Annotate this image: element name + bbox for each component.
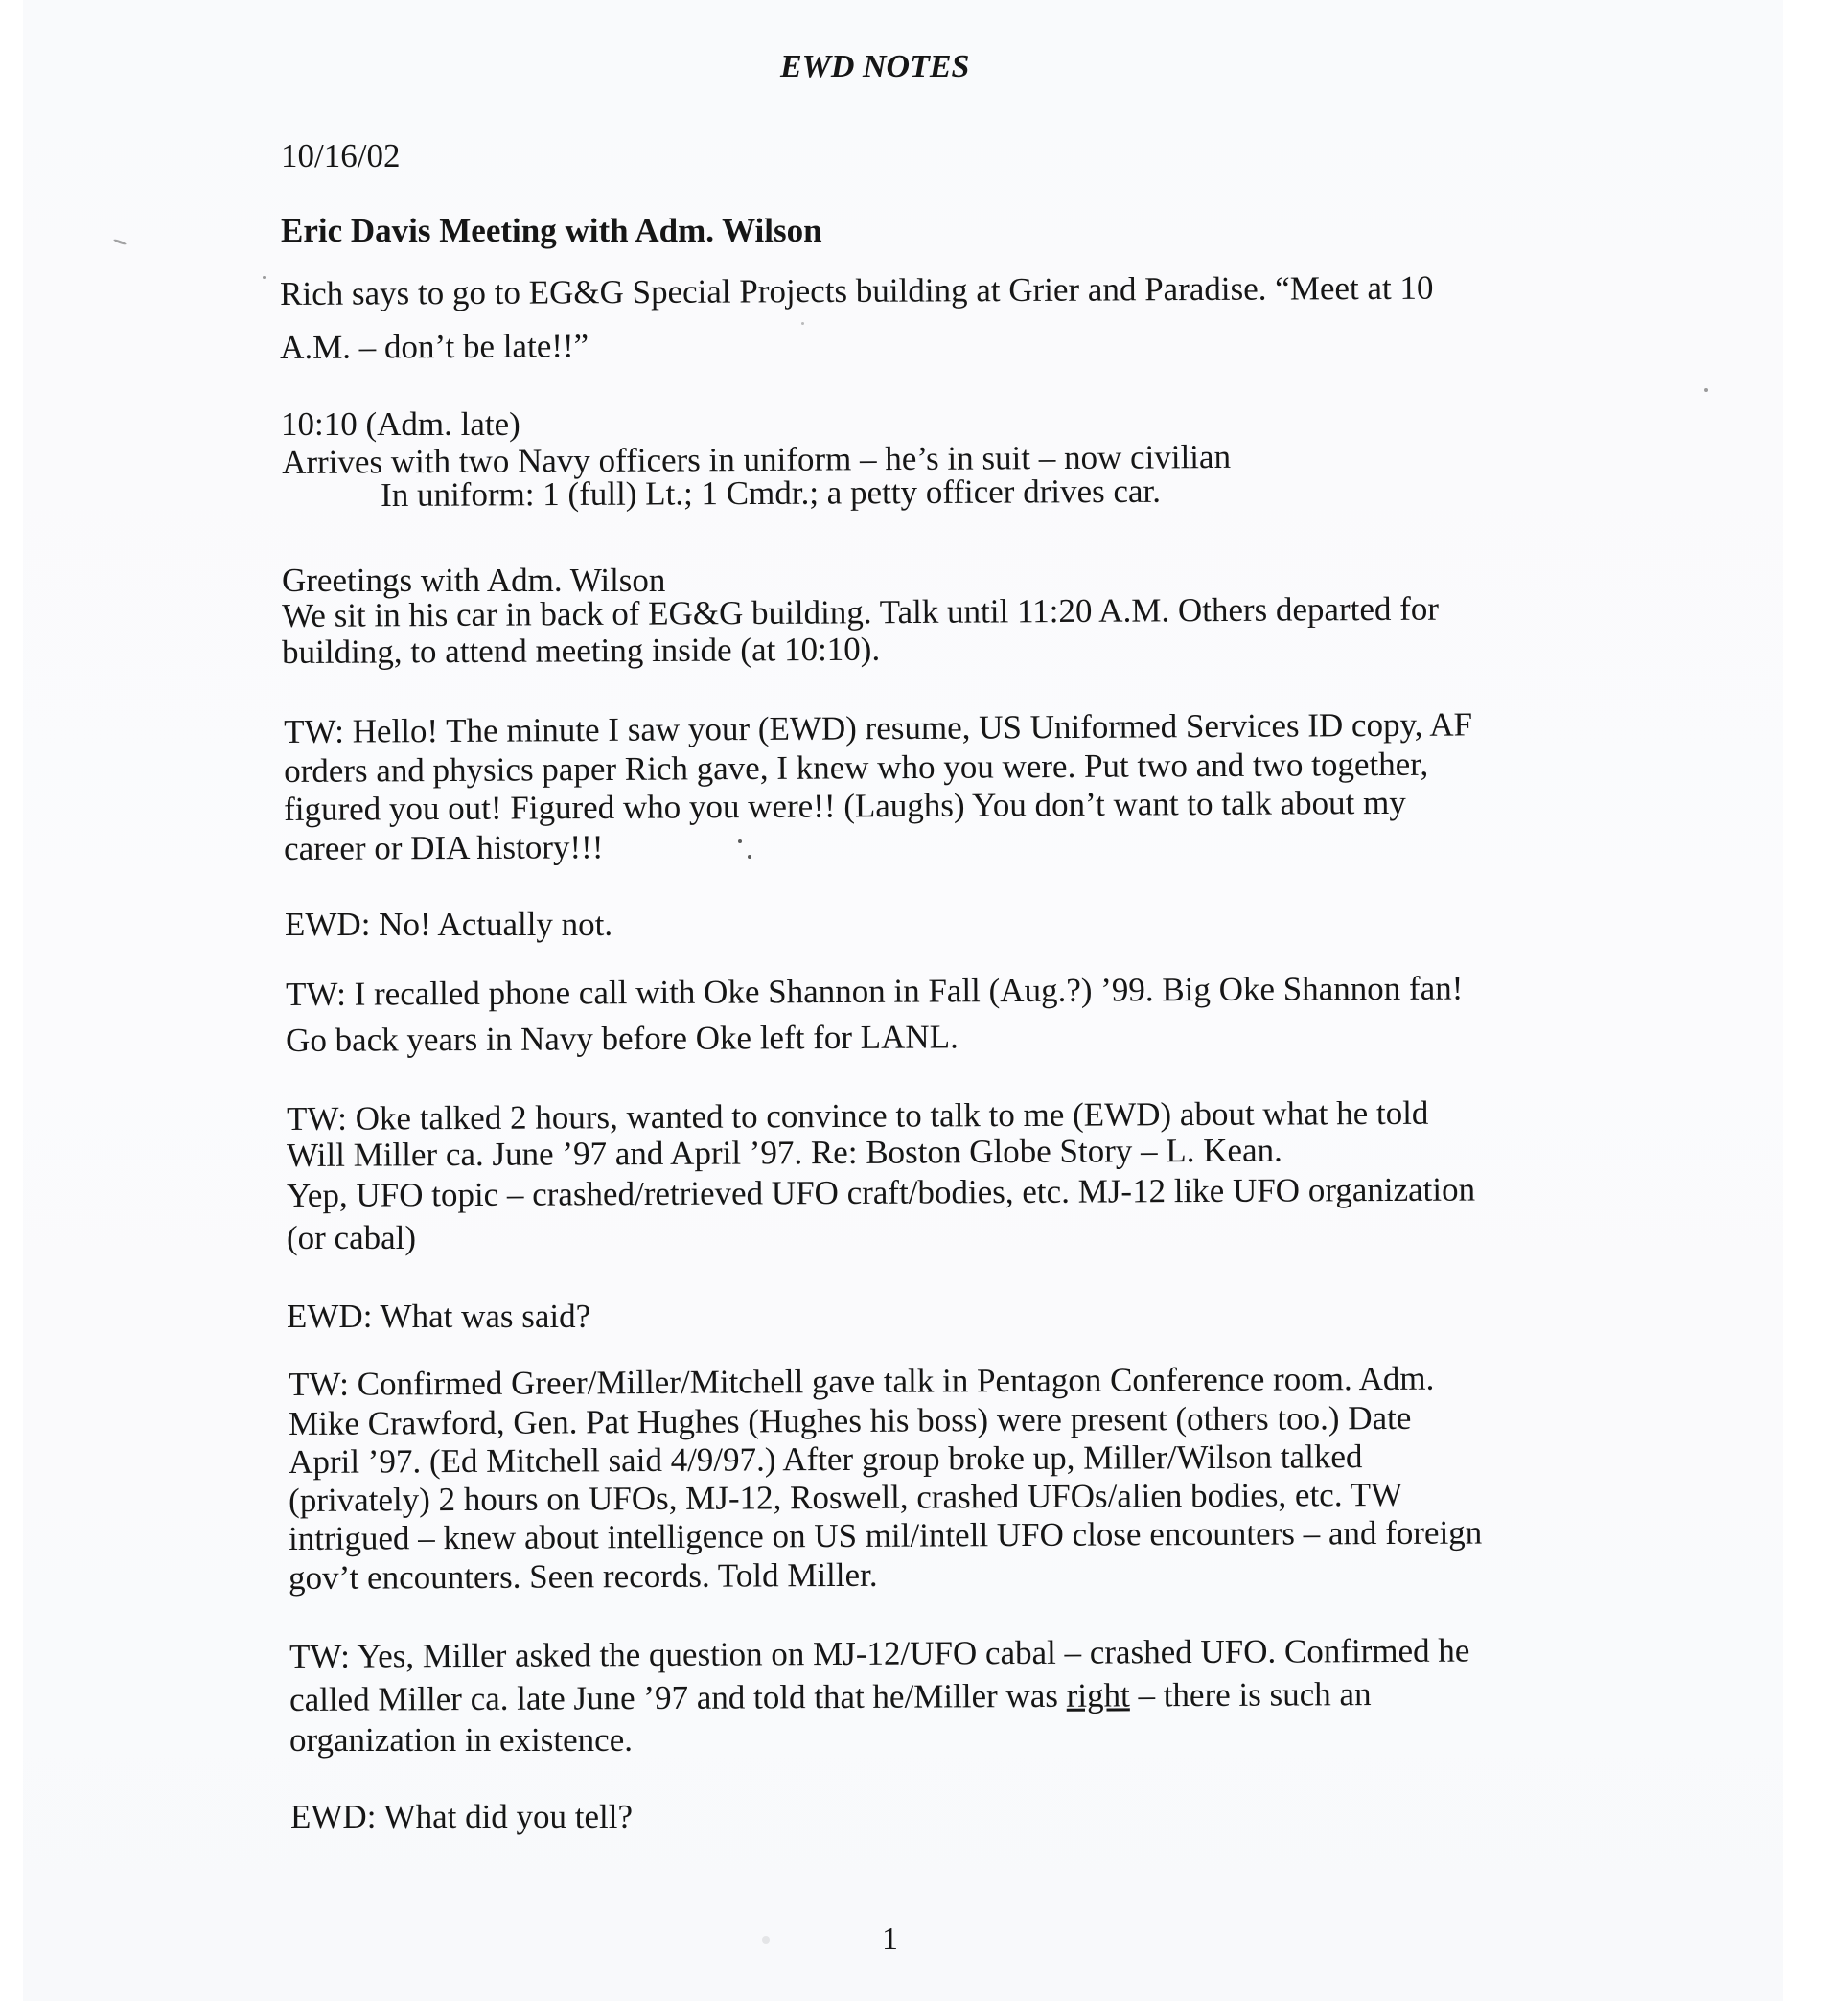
body-line: gov’t encounters. Seen records. Told Miller.	[289, 1555, 878, 1597]
body-line-indented: In uniform: 1 (full) Lt.; 1 Cmdr.; a petty officer drives car.	[381, 472, 1162, 514]
body-line: TW: I recalled phone call with Oke Shannon in Fall (Aug.?) ’99. Big Oke Shannon fan!	[286, 969, 1464, 1013]
body-line: EWD: What was said?	[287, 1298, 591, 1335]
body-line: We sit in his car in back of EG&G building. Talk until 11:20 A.M. Others departed for	[282, 589, 1440, 634]
scan-speck	[762, 1936, 770, 1944]
body-line: Mike Crawford, Gen. Pat Hughes (Hughes his boss) were present (others too.) Date	[289, 1398, 1412, 1442]
line-text-before: called Miller ca. late June ’97 and told that he/Miller was	[289, 1676, 1067, 1718]
body-line: EWD: What did you tell?	[290, 1798, 634, 1835]
body-line: organization in existence.	[289, 1721, 633, 1759]
body-line: TW: Hello! The minute I saw your (EWD) resume, US Uniformed Services ID copy, AF	[284, 705, 1473, 750]
body-line: (or cabal)	[287, 1219, 417, 1256]
scan-speck	[263, 276, 266, 279]
body-line: EWD: No! Actually not.	[285, 906, 613, 943]
body-line: Arrives with two Navy officers in uniform – he’s in suit – now civilian	[282, 437, 1232, 481]
body-line: Yep, UFO topic – crashed/retrieved UFO craft/bodies, etc. MJ-12 like UFO organization	[287, 1170, 1476, 1214]
scan-speck	[1704, 388, 1708, 392]
body-line: Rich says to go to EG&G Special Projects building at Grier and Paradise. “Meet at 10	[280, 268, 1434, 312]
body-line: Will Miller ca. June ’97 and April ’97. Re: Boston Globe Story – L. Kean.	[287, 1131, 1282, 1174]
scan-speck	[738, 840, 742, 843]
body-line: April ’97. (Ed Mitchell said 4/9/97.) After group broke up, Miller/Wilson talked	[289, 1438, 1363, 1481]
body-line: orders and physics paper Rich gave, I knew who you were. Put two and two together,	[284, 745, 1429, 790]
body-line: TW: Oke talked 2 hours, wanted to convince to talk to me (EWD) about what he told	[287, 1093, 1429, 1138]
scan-speck	[801, 322, 804, 325]
body-line: 10:10 (Adm. late)	[281, 405, 520, 443]
body-line: career or DIA history!!!	[284, 828, 604, 867]
underlined-word: right	[1066, 1676, 1130, 1714]
scan-speck	[748, 855, 751, 859]
line-text-after: – there is such an	[1129, 1675, 1372, 1714]
body-line: Go back years in Navy before Oke left for LANL.	[286, 1018, 959, 1059]
body-line-with-underline	[289, 1675, 1372, 1719]
body-line: TW: Yes, Miller asked the question on MJ-12/UFO cabal – crashed UFO. Confirmed he	[289, 1631, 1470, 1675]
document-heading: Eric Davis Meeting with Adm. Wilson	[281, 212, 822, 249]
document-title: EWD NOTES	[780, 49, 970, 84]
body-line: (privately) 2 hours on UFOs, MJ-12, Roswell, crashed UFOs/alien bodies, etc. TW	[289, 1475, 1403, 1519]
body-line: figured you out! Figured who you were!! (Laughs) You don’t want to talk about my	[284, 783, 1406, 828]
document-date: 10/16/02	[281, 137, 401, 174]
body-line: building, to attend meeting inside (at 10:10).	[282, 630, 881, 671]
body-line: intrigued – knew about intelligence on US mil/intell UFO close encounters – and foreign	[289, 1513, 1483, 1557]
body-line: TW: Confirmed Greer/Miller/Mitchell gave talk in Pentagon Conference room. Adm.	[289, 1359, 1435, 1403]
body-line: A.M. – don’t be late!!”	[280, 327, 589, 366]
page-number: 1	[882, 1921, 898, 1957]
body-line: Greetings with Adm. Wilson	[282, 562, 666, 599]
